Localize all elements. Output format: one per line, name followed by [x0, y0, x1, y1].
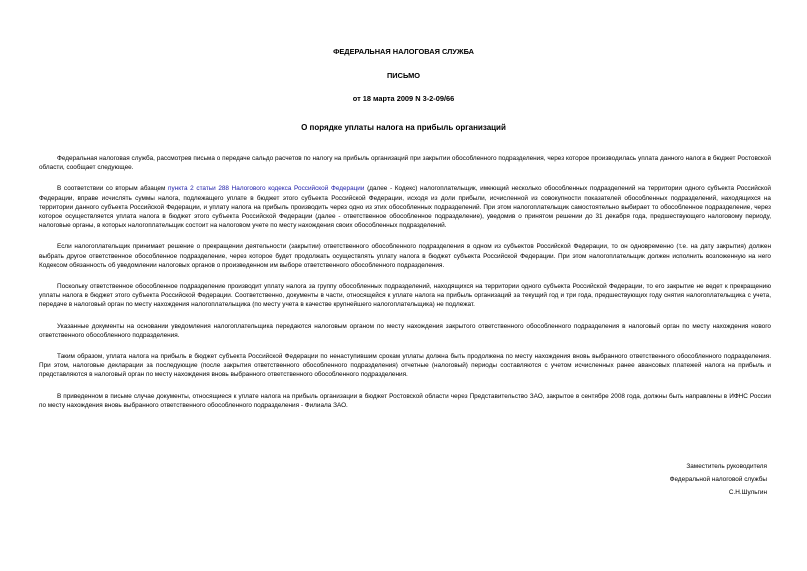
date-number-heading: от 18 марта 2009 N 3-2-09/66 — [352, 94, 455, 103]
paragraph-7: В приведенном в письме случае документы, относящиеся к уплате налога на прибыль организации в бюджет Ростовской области через Представительство ЗАО, закрытое в сентябре 2008 года, должны быть направлены в ИФНС России по месту нахождения вновь выбранного ответственного обособленного подразделения - Филиала ЗАО. — [39, 392, 771, 409]
paragraph-3: Если налогоплательщик принимает решение о прекращении деятельности (закрытии) ответственного обособленного подразделения в одном из субъектов Российской Федерации, то он одновременно (т.е. на дату закрытия) должен выбрать другое ответственное обособленное подразделение, через которое будет продолжать осуществлять уплату налога в бюджет субъекта Российской Федерации. При этом налогоплательщик должен исполнить возложенную на него Кодексом обязанность об уведомлении налоговых органов о произведенном им выборе ответственного обособленного подразделения. — [39, 243, 771, 269]
paragraph-2-intro: В соответствии со вторым абзацем — [57, 185, 169, 193]
signer-organization: Федеральной налоговой службы — [669, 476, 767, 483]
signer-name: С.Н.Шульгин — [728, 489, 767, 496]
document-type-heading: ПИСЬМО — [387, 71, 420, 80]
issuer-heading: ФЕДЕРАЛЬНАЯ НАЛОГОВАЯ СЛУЖБА — [333, 47, 474, 56]
tax-code-link[interactable]: пункта 2 статьи 288 Налогового кодекса Российской Федерации — [168, 185, 365, 193]
paragraph-2 — [39, 184, 771, 230]
letter-body — [39, 154, 771, 422]
paragraph-1: Федеральная налоговая служба, рассмотрев письма о передаче сальдо расчетов по налогу на прибыль организаций при закрытии обособленного подразделения, через которое производилась уплата данного налога в бюджет Ростовской области, сообщает следующее. — [39, 155, 771, 172]
paragraph-5: Указанные документы на основании уведомления налогоплательщика передаются налоговым органом по месту нахождения закрытого ответственного обособленного подразделения в налоговый орган по месту нахождения нового ответственного обособленного подразделения. — [39, 322, 771, 339]
paragraph-4: Поскольку ответственное обособленное подразделение производит уплату налога за группу обособленных подразделений, находящихся на территории одного субъекта Российской Федерации, то его закрытие не ведет к прекращению уплаты налога в бюджет этого субъекта Российской Федерации. Соответственно, документы в части, относящейся к уплате налога на прибыль организаций за текущий год и три года, предшествующих году снятия налогоплательщика с учета, передаче в налоговый орган по месту нахождения налогоплательщика (по месту учета в качестве крупнейшего налогоплательщика) не подлежат. — [39, 283, 771, 309]
paragraph-2-rest: (далее - Кодекс) налогоплательщик, имеющий несколько обособленных подразделений на территории одного субъекта Российской Федерации, вправе исчислять суммы налога, подлежащего уплате в бюджет этого субъекта Российской Федерации, исходя из доли прибыли, исчисленной из совокупности показателей обособленных подразделений, находящихся на территории данного субъекта Российской Федерации, и уплату налога на прибыль производить через одно из этих обособленных подразделений. При этом налогоплательщик самостоятельно выбирает то обособленное подразделение, через которое осуществляется уплата налога в бюджет этого субъекта Российской Федерации (далее - ответственное обособленное подразделение), уведомив о принятом решении до 31 декабря года, предшествующего налоговому периоду, налоговые органы, в которых налогоплательщик состоит на налоговом учете по месту нахождения своих обособленных подразделений. — [39, 185, 771, 230]
signer-position: Заместитель руководителя — [686, 463, 767, 470]
paragraph-6: Таким образом, уплата налога на прибыль в бюджет субъекта Российской Федерации по ненаступившим срокам уплаты должна быть продолжена по месту нахождения вновь выбранного ответственного обособленного подразделения. При этом, налоговые декларации за последующие (после закрытия ответственного обособленного подразделения) отчетные (налоговый) периоды составляются с учетом исчисленных ранее авансовых платежей налога на прибыль и представляются в налоговый орган по месту нахождения вновь выбранного ответственного обособленного подразделения. — [39, 353, 771, 379]
signature-block — [670, 460, 767, 499]
subject-heading: О порядке уплаты налога на прибыль организаций — [301, 123, 506, 132]
